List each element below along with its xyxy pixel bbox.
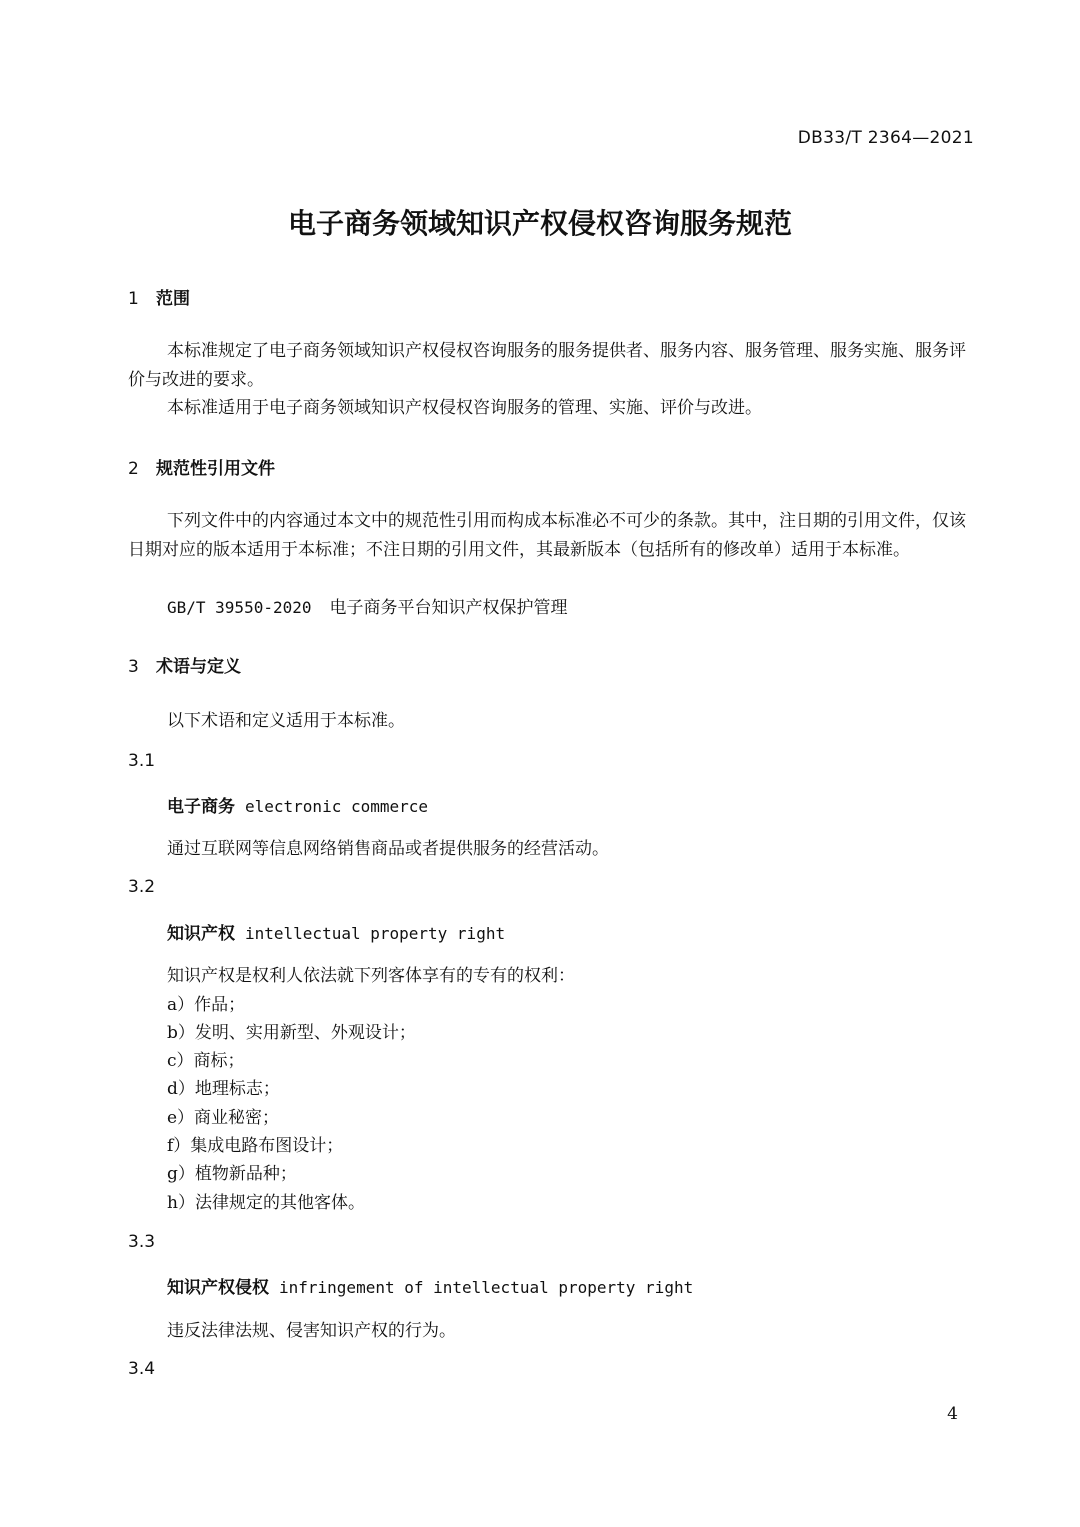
normative-references-paragraph: 下列文件中的内容通过本文中的规范性引用而构成本标准必不可少的条款。其中，注日期的引用文件，仅该日期对应的版本适用于本标准；不注日期的引用文件，其最新版本（包括所有的修改单）适用于本标准。 [128, 511, 966, 560]
term-english: electronic commerce [245, 797, 429, 816]
list-item: g）植物新品种； [167, 1164, 297, 1184]
term-entry [167, 919, 505, 944]
section-title: 术语与定义 [156, 657, 241, 677]
reference-code: GB/T 39550-2020 [167, 598, 312, 617]
term-entry [167, 792, 428, 817]
section-2-heading [128, 454, 275, 479]
section-title: 规范性引用文件 [156, 459, 275, 479]
list-item: c）商标； [167, 1051, 245, 1071]
section-title: 范围 [156, 289, 190, 309]
page-number: 4 [947, 1404, 958, 1424]
term-definition: 通过互联网等信息网络销售商品或者提供服务的经营活动。 [167, 839, 609, 859]
term-definition: 违反法律法规、侵害知识产权的行为。 [167, 1321, 456, 1341]
term-english: infringement of intellectual property right [279, 1278, 694, 1297]
section-1-heading [128, 284, 190, 309]
scope-paragraph-2: 本标准适用于电子商务领域知识产权侵权咨询服务的管理、实施、评价与改进。 [167, 398, 762, 418]
reference-entry [167, 593, 568, 618]
list-item: d）地理标志； [167, 1079, 280, 1099]
term-entry [167, 1273, 693, 1298]
term-chinese: 知识产权 [167, 924, 235, 944]
term-definition: 知识产权是权利人依法就下列客体享有的专有的权利： [167, 966, 575, 986]
clause-number: 3.4 [128, 1359, 156, 1379]
list-item: h）法律规定的其他客体。 [167, 1193, 365, 1213]
standard-code: DB33/T 2364—2021 [797, 128, 974, 148]
term-chinese: 知识产权侵权 [167, 1278, 269, 1298]
list-item: e）商业秘密； [167, 1108, 280, 1128]
list-item: f）集成电路布图设计； [167, 1136, 344, 1156]
section-number: 1 [128, 289, 139, 309]
clause-number: 3.1 [128, 751, 156, 771]
term-english: intellectual property right [245, 924, 506, 943]
term-chinese: 电子商务 [167, 797, 235, 817]
section-3-heading [128, 652, 241, 677]
terms-intro: 以下术语和定义适用于本标准。 [167, 711, 405, 731]
list-item: a）作品； [167, 995, 246, 1015]
section-number: 2 [128, 459, 139, 479]
scope-paragraph-1: 本标准规定了电子商务领域知识产权侵权咨询服务的服务提供者、服务内容、服务管理、服务实施、服务评价与改进的要求。 [128, 341, 966, 390]
document-title: 电子商务领域知识产权侵权咨询服务规范 [287, 207, 792, 240]
reference-title: 电子商务平台知识产权保护管理 [329, 598, 568, 618]
clause-number: 3.2 [128, 877, 156, 897]
section-number: 3 [128, 657, 139, 677]
clause-number: 3.3 [128, 1232, 156, 1252]
list-item: b）发明、实用新型、外观设计； [167, 1023, 416, 1043]
